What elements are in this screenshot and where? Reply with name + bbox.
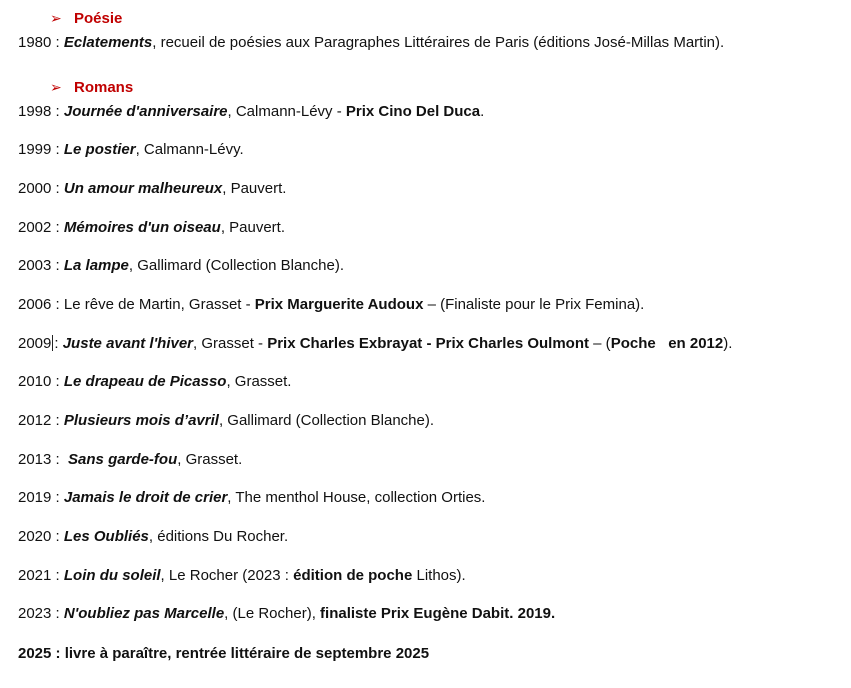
entry-title: Le drapeau de Picasso	[63, 373, 227, 390]
entry-2020	[18, 528, 288, 546]
entry-tail: – (Finaliste pour le Prix Femina).	[423, 296, 645, 313]
entry-title: N'oubliez pas Marcelle	[63, 605, 225, 622]
entry-title: La lampe	[63, 257, 129, 274]
entry-2000	[18, 180, 286, 198]
arrow-bullet-icon: ➢	[50, 80, 62, 96]
arrow-bullet-icon: ➢	[50, 11, 62, 27]
entry-publisher: , (Le Rocher),	[224, 605, 321, 622]
entry-1998	[18, 103, 484, 121]
entry-2019	[18, 489, 485, 507]
entry-year: 2020 :	[18, 528, 64, 545]
entry-prize: Prix Charles Exbrayat - Prix Charles Oulmont	[267, 335, 589, 352]
entry-year: 2010 :	[18, 373, 64, 390]
entry-year: 2013 :	[18, 451, 69, 468]
entry-year: 2021 :	[18, 567, 64, 584]
entry-2012	[18, 412, 434, 430]
entry-separator: :	[54, 335, 63, 352]
entry-details: , Grasset.	[226, 373, 292, 390]
entry-title: Loin du soleil	[63, 567, 161, 584]
entry-prize: Prix Marguerite Audoux	[254, 296, 424, 313]
entry-year: 2012 :	[18, 412, 64, 429]
entry-title: Journée d'anniversaire	[63, 103, 228, 120]
entry-2013	[18, 451, 242, 469]
entry-year: 2019 :	[18, 489, 64, 506]
entry-2023	[18, 605, 555, 623]
entry-tail: Lithos).	[412, 567, 466, 584]
entry-title: Plusieurs mois d’avril	[63, 412, 219, 429]
entry-details: , éditions Du Rocher.	[148, 528, 289, 545]
entry-title: Un amour malheureux	[63, 180, 223, 197]
entry-details: , Gallimard (Collection Blanche).	[128, 257, 344, 274]
entry-year: 1999 :	[18, 141, 64, 158]
entry-year: 2003 :	[18, 257, 64, 274]
section-heading-romans	[50, 79, 133, 96]
entry-title: Les Oubliés	[63, 528, 149, 545]
entry-details: , recueil de poésies aux Paragraphes Littéraires de Paris (éditions José-Millas Martin).	[152, 34, 725, 51]
entry-edition: édition de poche	[293, 567, 413, 584]
entry-title: Le postier	[63, 141, 136, 158]
entry-title: Mémoires d'un oiseau	[63, 219, 221, 236]
entry-year: 2009	[18, 335, 52, 352]
entry-2010	[18, 373, 291, 391]
entry-prize: Prix Cino Del Duca	[345, 103, 481, 120]
entry-details: Le rêve de Martin, Grasset -	[63, 296, 255, 313]
entry-title: Eclatements	[63, 34, 153, 51]
entry-details: , The menthol House, collection Orties.	[227, 489, 486, 506]
entry-tail: ).	[723, 335, 733, 352]
heading-label: Poésie	[74, 10, 123, 27]
entry-title: Jamais le droit de crier	[63, 489, 228, 506]
entry-2002	[18, 219, 285, 237]
entry-year: 2002 :	[18, 219, 64, 236]
entry-year: 1998 :	[18, 103, 64, 120]
entry-1999	[18, 141, 244, 159]
entry-details: , Pauvert.	[220, 219, 286, 236]
entry-2009	[18, 335, 732, 353]
entry-title: Sans garde-fou	[68, 451, 178, 468]
entry-prize: finaliste Prix Eugène Dabit. 2019.	[320, 605, 556, 622]
entry-title: Juste avant l'hiver	[62, 335, 194, 352]
entry-2021	[18, 567, 466, 585]
entry-full-text: 2025 : livre à paraître, rentrée littéraire de septembre 2025	[18, 645, 430, 662]
entry-year: 2000 :	[18, 180, 64, 197]
entry-year: 2023 :	[18, 605, 64, 622]
entry-mid: – (	[589, 335, 611, 352]
entry-publisher: , Le Rocher (2023 :	[160, 567, 294, 584]
entry-details: , Gallimard (Collection Blanche).	[218, 412, 435, 429]
entry-1980	[18, 34, 724, 52]
section-heading-poesie	[50, 10, 122, 27]
entry-poche: Poche en 2012	[610, 335, 724, 352]
entry-year: 2006 :	[18, 296, 64, 313]
entry-2025	[18, 645, 429, 663]
heading-label: Romans	[74, 79, 134, 96]
entry-publisher: , Calmann-Lévy -	[227, 103, 346, 120]
entry-year: 1980 :	[18, 34, 64, 51]
entry-2006	[18, 296, 644, 314]
entry-details: , Grasset.	[177, 451, 243, 468]
entry-details: , Calmann-Lévy.	[135, 141, 244, 158]
entry-details: , Pauvert.	[222, 180, 287, 197]
entry-2003	[18, 257, 344, 275]
entry-tail: .	[480, 103, 485, 120]
entry-publisher: , Grasset -	[193, 335, 268, 352]
